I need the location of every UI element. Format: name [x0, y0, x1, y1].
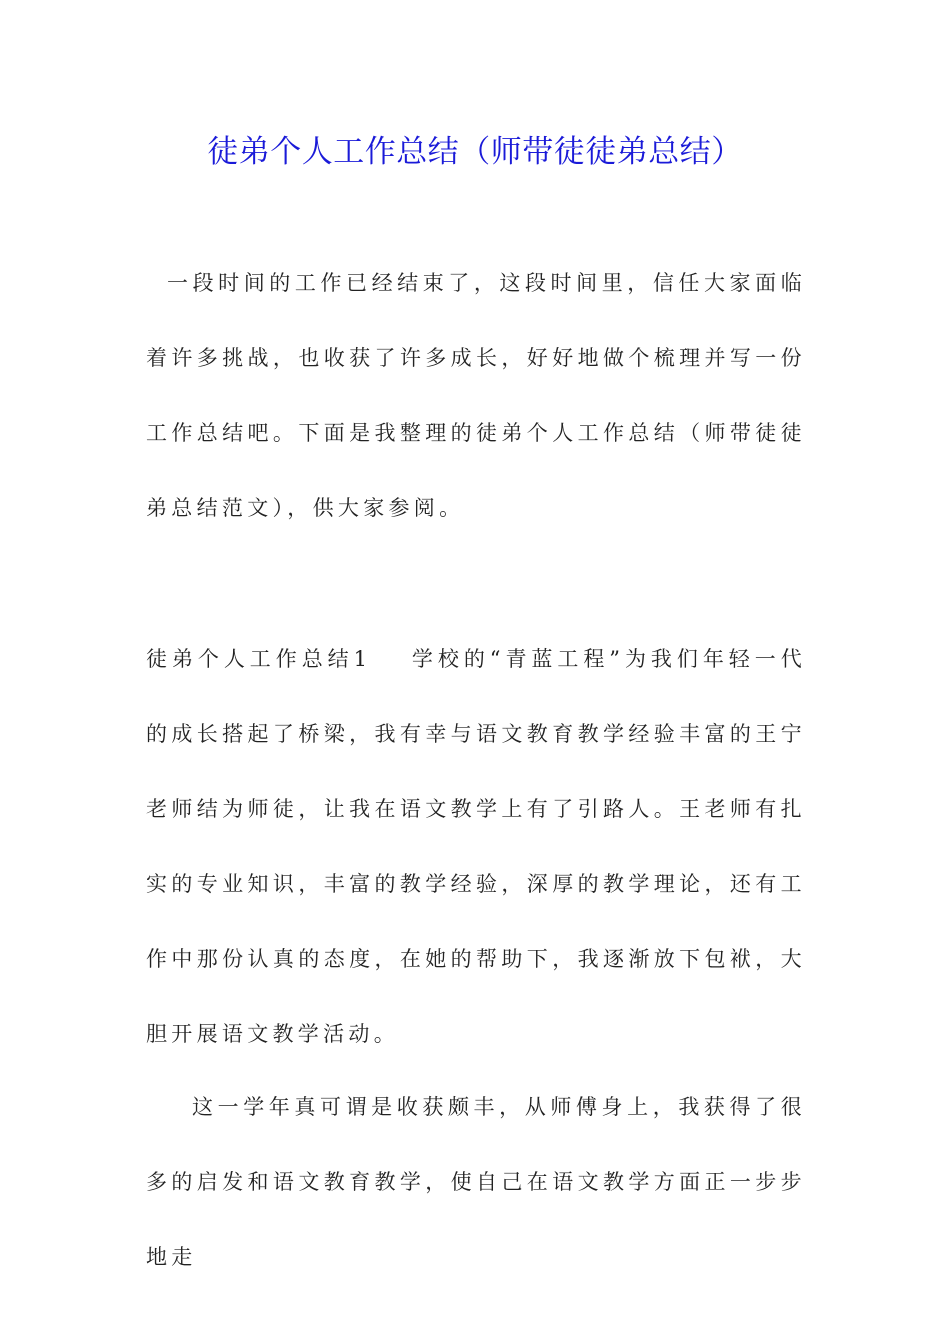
section-1-text: 学校的“青蓝工程”为我们年轻一代的成长搭起了桥梁，我有幸与语文教育教学经验丰富的王宁老师结为师徒，让我在语文教学上有了引路人。王老师有扎实的专业知识，丰富的教学经验，深厚的教学理论，还有工作中那份认真的态度，在她的帮助下，我逐渐放下包袱，大胆开展语文教学活动。 [146, 647, 806, 1046]
document-title: 徒弟个人工作总结（师带徒徒弟总结） [207, 134, 743, 170]
section-1-paragraph [146, 622, 806, 1072]
intro-paragraph: 一段时间的工作已经结束了，这段时间里，信任大家面临着许多挑战，也收获了许多成长，好好地做个梳理并写一份工作总结吧。下面是我整理的徒弟个人工作总结（师带徒徒弟总结范文），供大家参阅。 [146, 271, 806, 520]
section-1-heading: 徒弟个人工作总结1 [146, 647, 372, 671]
body-paragraph-3: 这一学年真可谓是收获颇丰，从师傅身上，我获得了很多的启发和语文教育教学，使自己在语文教学方面正一步步地走 [146, 1095, 806, 1269]
